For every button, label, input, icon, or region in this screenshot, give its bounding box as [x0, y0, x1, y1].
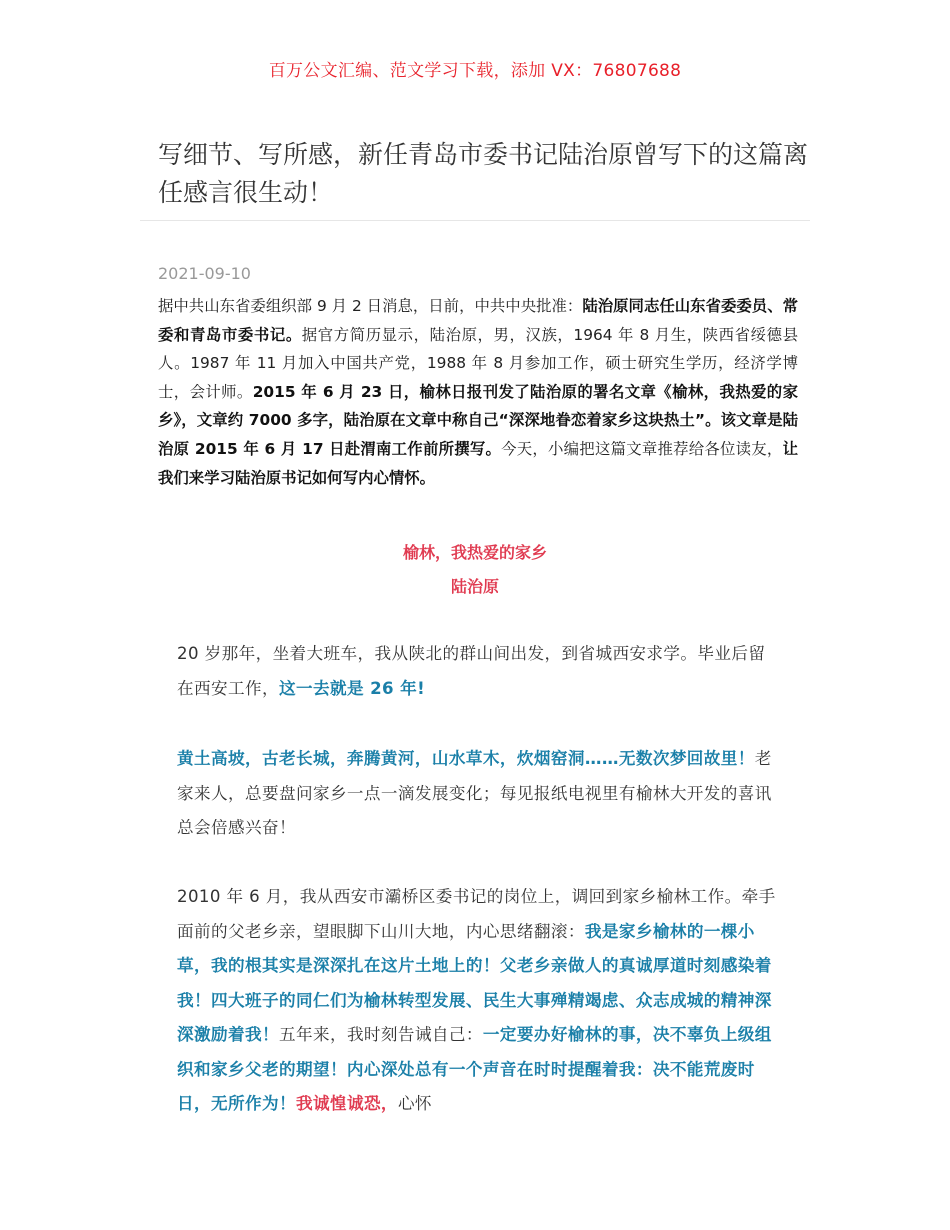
p1-highlight: 这一去就是 26 年!: [278, 678, 426, 698]
publish-date: 2021-09-10: [158, 264, 251, 283]
p2-text: 老家来人，总要盘问家乡一点一滴发展变化；每见报纸电视里有榆林大开发的喜讯总会倍感兴奋！: [177, 749, 772, 837]
page-title: 写细节、写所感，新任青岛市委书记陆治原曾写下的这篇离任感言很生动！: [158, 140, 809, 207]
body-paragraph-1: [177, 637, 777, 706]
p3-highlight-2: 一定要办好榆林的事，决不辜负上级组织和家乡父老的期望！内心深处总有一个声音在时时提醒着我：决不能荒废时日，无所作为！: [177, 1025, 772, 1113]
p2-highlight: 黄土高坡，古老长城，奔腾黄河，山水草木，炊烟窑洞……无数次梦回故里！: [177, 749, 755, 768]
article-title: 榆林，我热爱的家乡: [402, 543, 547, 562]
intro-text-1: 据中共山东省委组织部 9 月 2 日消息，日前，中共中央批准：: [158, 297, 583, 315]
p3-text-3: 心怀: [397, 1094, 432, 1113]
title-divider: [140, 220, 810, 221]
article-author: 陆治原: [450, 577, 499, 596]
watermark-banner: 百万公文汇编、范文学习下载，添加 VX：76807688: [268, 61, 682, 81]
p3-highlight-red: 我诚惶诚恐，: [295, 1094, 398, 1113]
body-paragraph-2: [177, 742, 777, 846]
p3-highlight-1: 我是家乡榆林的一棵小草，我的根其实是深深扎在这片土地上的！父老乡亲做人的真诚厚道时刻感染着我！四大班子的同仁们为榆林转型发展、民生大事殚精竭虑、众志成城的精神深深激励着我！: [177, 921, 772, 1044]
intro-bold-3: 让我们来学习陆治原书记如何写内心情怀。: [158, 439, 798, 487]
intro-text-2: 据官方简历显示，陆治原，男，汉族，1964 年 8 月生，陕西省绥德县人。1987 年 11 月加入中国共产党，1988 年 8 月参加工作，硕士研究生学历，经济学博士，会计师。: [158, 325, 798, 401]
body-paragraph-3: [177, 880, 777, 1122]
p3-text-1: 2010 年 6 月，我从西安市灞桥区委书记的岗位上，调回到家乡榆林工作。牵手面前的父老乡亲，望眼脚下山川大地，内心思绪翻滚：: [177, 887, 776, 941]
article-heading: [0, 536, 950, 604]
intro-paragraph: [158, 292, 798, 492]
intro-bold-1: 陆治原同志任山东省委委员、常委和青岛市委书记。: [158, 297, 798, 344]
intro-text-3: 今天，小编把这篇文章推荐给各位读友，: [501, 439, 783, 458]
p3-text-2: 五年来，我时刻告诫自己：: [278, 1025, 483, 1044]
p1-text: 20 岁那年，坐着大班车，我从陕北的群山间出发，到省城西安求学。毕业后留在西安工作，: [177, 644, 766, 698]
intro-bold-2: 2015 年 6 月 23 日，榆林日报刊发了陆治原的署名文章《榆林，我热爱的家乡》，文章约 7000 多字，陆治原在文章中称自己“深深地眷恋着家乡这块热土”。该文章是陆治原 2015 年 6 月 17 日赴渭南工作前所撰写。: [158, 382, 798, 458]
